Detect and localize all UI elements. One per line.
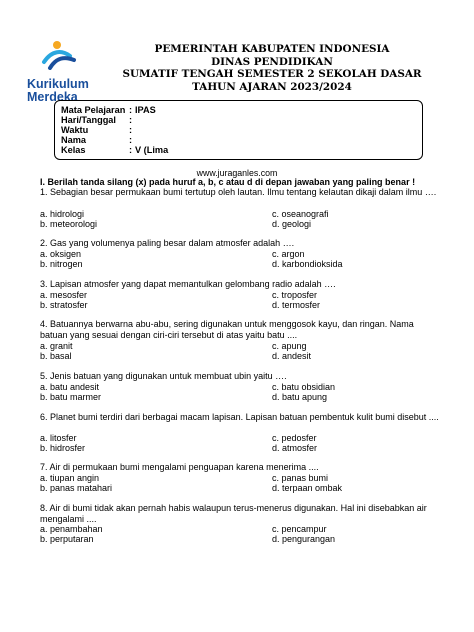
option-b[interactable]: b. batu marmer <box>40 392 102 402</box>
info-sep: : <box>129 115 133 125</box>
logo-line-2: Merdeka <box>27 90 78 104</box>
student-info-box <box>54 100 423 160</box>
question-text: 3. Lapisan atmosfer yang dapat memantulkan gelombang radio adalah …. <box>40 279 336 289</box>
info-value: V (Lima <box>135 145 169 155</box>
question-text: 6. Planet bumi terdiri dari berbagai macam lapisan. Lapisan batuan pembentuk kulit bumi disebut .... <box>40 412 439 422</box>
option-a[interactable]: a. granit <box>40 341 73 351</box>
option-a[interactable]: a. oksigen <box>40 249 82 259</box>
document-header <box>120 43 424 93</box>
question-text: 4. Batuannya berwarna abu-abu, sering digunakan untuk menggosok kayu, dan ringan. Nama batuan yang sesuai dengan ciri-ciri tersebut di atas yaitu batu .... <box>40 319 414 340</box>
option-c[interactable]: c. pencampur <box>272 524 327 534</box>
option-a[interactable]: a. penambahan <box>40 524 103 534</box>
option-a[interactable]: a. hidrologi <box>40 209 85 219</box>
option-d[interactable]: d. batu apung <box>272 392 328 402</box>
question-6 <box>40 412 442 423</box>
option-b[interactable]: b. hidrosfer <box>40 443 86 453</box>
option-a[interactable]: a. tiupan angin <box>40 473 100 483</box>
option-d[interactable]: d. terpaan ombak <box>272 483 343 493</box>
info-sep: : <box>129 125 133 135</box>
info-sep: : <box>129 105 133 115</box>
info-sep: : <box>129 145 133 155</box>
option-d[interactable]: d. andesit <box>272 351 312 361</box>
question-4 <box>40 319 442 340</box>
website-link[interactable]: www.juraganles.com <box>196 168 278 178</box>
info-label: Kelas <box>61 145 86 155</box>
header-line-3: SUMATIF TENGAH SEMESTER 2 SEKOLAH DASAR <box>122 68 422 81</box>
header-line-2: DINAS PENDIDIKAN <box>211 55 333 68</box>
question-text: 1. Sebagian besar permukaan bumi tertutup oleh lautan. Ilmu tentang kelautan dikaji dalam ilmu …. <box>40 187 437 197</box>
question-text: 8. Air di bumi tidak akan pernah habis walaupun terus-menerus digunakan. Hal ini disebabkan air mengalami .... <box>40 503 427 524</box>
info-label: Waktu <box>61 125 89 135</box>
option-a[interactable]: a. litosfer <box>40 433 77 443</box>
logo-line-1: Kurikulum <box>27 77 89 91</box>
header-line-4: TAHUN AJARAN 2023/2024 <box>192 80 352 93</box>
option-b[interactable]: b. panas matahari <box>40 483 113 493</box>
option-b[interactable]: b. nitrogen <box>40 259 83 269</box>
option-b[interactable]: b. basal <box>40 351 72 361</box>
question-8 <box>40 503 442 524</box>
option-c[interactable]: c. batu obsidian <box>272 382 336 392</box>
info-label: Mata Pelajaran <box>61 105 126 115</box>
option-c[interactable]: c. argon <box>272 249 305 259</box>
info-label: Nama <box>61 135 87 145</box>
section-instruction: I. Berilah tanda silang (x) pada huruf a, b, c atau d di depan jawaban yang paling benar ! <box>40 177 416 187</box>
info-sep: : <box>129 135 133 145</box>
option-d[interactable]: d. geologi <box>272 219 312 229</box>
info-value: IPAS <box>135 105 156 115</box>
option-b[interactable]: b. meteorologi <box>40 219 98 229</box>
option-d[interactable]: d. pengurangan <box>272 534 336 544</box>
header-line-1: PEMERINTAH KABUPATEN INDONESIA <box>154 43 390 55</box>
logo-mark-icon <box>40 40 80 70</box>
option-c[interactable]: c. apung <box>272 341 307 351</box>
question-1 <box>40 187 442 198</box>
question-7 <box>40 462 442 473</box>
option-b[interactable]: b. perputaran <box>40 534 94 544</box>
question-2 <box>40 238 442 249</box>
question-3 <box>40 279 442 290</box>
option-d[interactable]: d. termosfer <box>272 300 321 310</box>
option-c[interactable]: c. troposfer <box>272 290 318 300</box>
option-d[interactable]: d. atmosfer <box>272 443 318 453</box>
info-label: Hari/Tanggal <box>61 115 116 125</box>
option-d[interactable]: d. karbondioksida <box>272 259 343 269</box>
option-c[interactable]: c. oseanografi <box>272 209 329 219</box>
option-c[interactable]: c. panas bumi <box>272 473 329 483</box>
question-text: 7. Air di permukaan bumi mengalami penguapan karena menerima .... <box>40 462 319 472</box>
option-b[interactable]: b. stratosfer <box>40 300 88 310</box>
option-a[interactable]: a. batu andesit <box>40 382 100 392</box>
question-text: 5. Jenis batuan yang digunakan untuk membuat ubin yaitu …. <box>40 371 287 381</box>
question-text: 2. Gas yang volumenya paling besar dalam atmosfer adalah …. <box>40 238 295 248</box>
question-5 <box>40 371 442 382</box>
option-a[interactable]: a. mesosfer <box>40 290 88 300</box>
option-c[interactable]: c. pedosfer <box>272 433 317 443</box>
